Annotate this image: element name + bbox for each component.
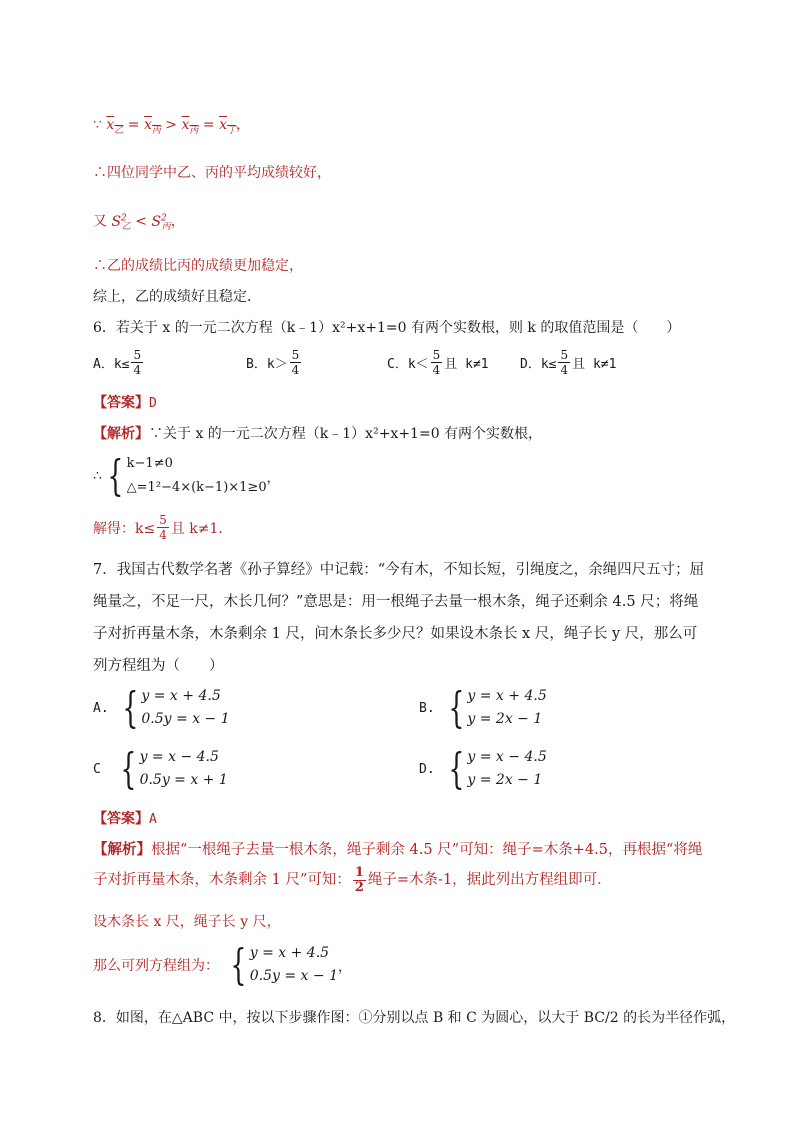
q6-option-a: A．k≤ $\frac{5}{4}$ [93,348,142,377]
conclusion-average: ∴四位同学中乙、丙的平均成绩较好， [93,165,331,181]
question-7-stem: 7．我国古代数学名著《孙子算经》中记载：“今有木，不知长短，引绳度之，余绳四尺五寸；屈绳量之，不足一尺，木长几何？”意思是：用一根绳子去量一根木条，绳子还剩余 4.5 尺；将绳子对折再量木条，木条剩余 1 尺，问木条长多少尺？如果设木条长 x 尺，绳子长 y 尺，那么可列方程组为（ ） [93,562,705,674]
brace-icon: { [230,940,247,989]
q7-option-b: B. { y = x + 4.5 y = 2x − 1 [419,683,547,732]
fraction-5-4: $\frac{5}{4}$ [291,348,300,377]
relation-greater: > [160,117,182,133]
because-symbol: ∵ [93,117,102,133]
brace-icon: { [122,683,139,732]
q7-answer: 【答案】A [93,811,157,827]
q6-system: ∴ { k−1≠0 △=1²−4×(k−1)×1≥0 ， [93,451,280,500]
brace-icon: { [120,744,137,793]
conclusion-stability: ∴乙的成绩比丙的成绩更加稳定， [93,258,303,274]
fraction-5-4: $\frac{5}{4}$ [432,348,441,377]
q7-option-a: A. { y = x + 4.5 0.5y = x − 1 [93,683,230,732]
fraction-1-2: $\frac{1}{2}$ [354,864,364,895]
mean-bing: $x_丙$ [143,117,161,136]
variance-yi: $S^2_乙$ [111,213,131,233]
q6-option-c: C．k＜ $\frac{5}{4}$ 且 k≠1 [387,348,489,377]
q6-option-d: D．k≤ $\frac{5}{4}$ 且 k≠1 [520,348,617,377]
q7-system: 那么可列方程组为： { y = x + 4.5 0.5y = x − 1 ， [93,940,351,989]
fraction-5-4: $\frac{5}{4}$ [560,348,569,377]
mean-bing-2: $x_丙$ [181,117,199,136]
variance-comparison-line: 又 $S^2_乙 < S^2_丙$， [93,213,185,233]
fraction-5-4: $\frac{5}{4}$ [159,513,167,542]
brace-icon: { [107,451,124,500]
q7-option-c: C { y = x − 4.5 0.5y = x + 1 [93,744,228,793]
summary-line: 综上，乙的成绩好且稳定． [93,289,261,305]
mean-ding: $x_丁$ [219,117,236,136]
relation-equal: = [123,117,144,133]
mean-comparison-line: ∵ $x_乙 = x_丙 > x_丙 = x_丁$， [93,117,250,136]
question-6-stem: 6．若关于 x 的一元二次方程（k﹣1）x²+x+1=0 有两个实数根，则 k 的取值范围是（ ） [93,320,681,336]
variance-bing: $S^2_丙$ [151,213,171,233]
brace-icon: { [448,744,465,793]
q6-option-b: B．k＞ $\frac{5}{4}$ [246,348,300,377]
fraction-5-4: $\frac{5}{4}$ [133,348,142,377]
question-8-stem: 8．如图，在△ABC 中，按以下步骤作图：①分别以点 B 和 C 为圆心，以大于 BC/2 的长为半径作弧， [93,1010,736,1026]
q7-set-variables: 设木条长 x 尺，绳子长 y 尺， [93,914,281,930]
q6-answer: 【答案】D [93,395,157,411]
relation-equal-2: = [198,117,220,133]
mean-yi: $x_乙$ [106,117,124,136]
q6-analysis: 【解析】∵关于 x 的一元二次方程（k﹣1）x²+x+1=0 有两个实数根， [93,426,543,442]
q7-option-d: D. { y = x − 4.5 y = 2x − 1 [419,744,547,793]
brace-icon: { [448,683,465,732]
q6-solution: 解得：k≤ $\frac{5}{4}$ 且 k≠1． [93,513,233,542]
q7-analysis: 【解析】根据“一根绳子去量一根木条，绳子剩余 4.5 尺”可知：绳子=木条+4.5，再根据“将绳子对折再量木条，木条剩余 1 尺”可知： $\frac{1}{2}$ 绳子=木条-1，据此列出方程组即可． [93,841,703,895]
